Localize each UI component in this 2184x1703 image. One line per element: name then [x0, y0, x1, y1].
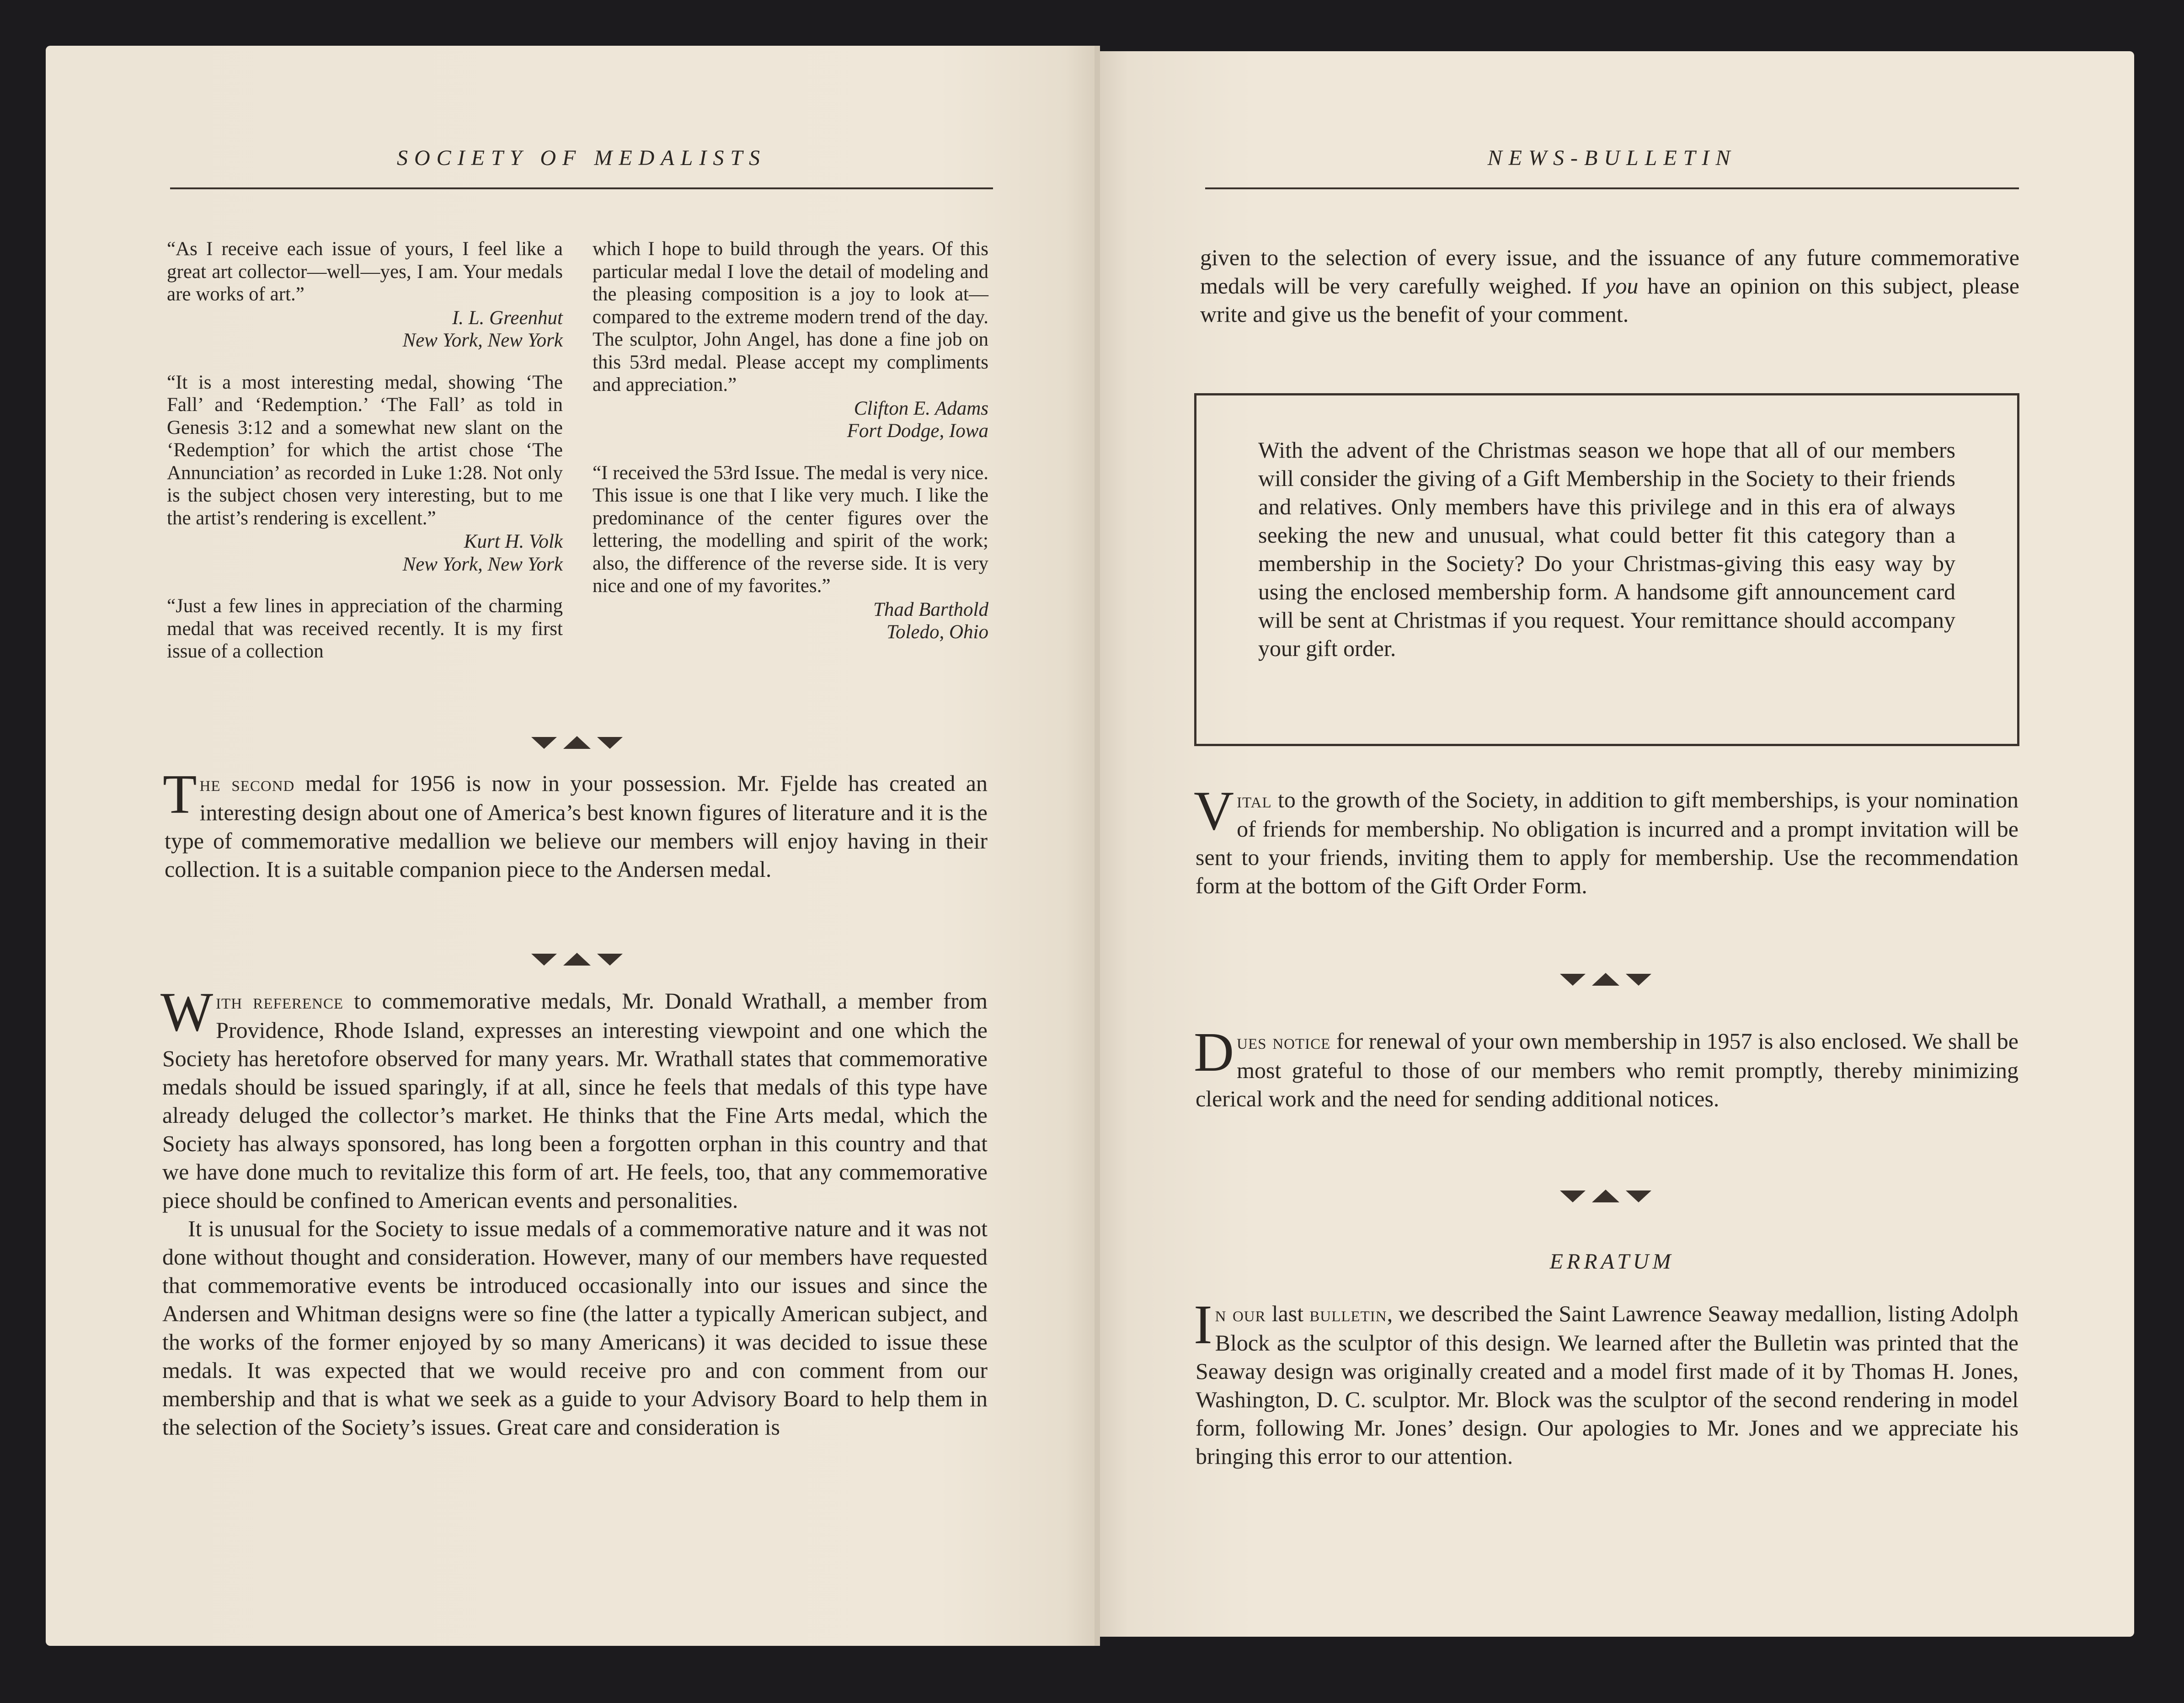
paragraph-text: have an opinion on this subject, please write and give us the benefit of your comment.	[1200, 273, 2019, 327]
left-running-head: SOCIETY OF MEDALISTS	[396, 146, 767, 170]
lead-smallcaps: he second	[199, 772, 295, 796]
letters-column-1	[167, 238, 563, 663]
paragraph-text: last	[1266, 1301, 1310, 1326]
christmas-gift-box	[1194, 393, 2019, 746]
paragraph-text: given to the selection of every issue, and the issuance of any future commemorative medals will be very carefully weighed. If	[1200, 245, 2019, 299]
reference-paragraph-1	[160, 981, 988, 1214]
spine-gutter	[1095, 46, 1100, 1646]
ornament-divider-icon	[531, 952, 623, 967]
right-header-rule	[1205, 187, 2019, 189]
lead-smallcaps: ues notice	[1237, 1030, 1331, 1054]
emphasis: you	[1605, 273, 1639, 299]
dropcap: T	[163, 763, 197, 825]
christmas-gift-text: With the advent of the Christmas season we hope that all of our members will consider the giving of a Gift Membership in the Society to their friends and relatives. Only members have this privilege and in this era of always seeking the new and unusual, what could better fit this category than a membership in the Society? Do your Christmas-giving this easy way by using the enclosed membership form. A handsome gift announcement card will be sent at Christmas if you request. Your remittance should accompany your gift order.	[1258, 437, 1955, 661]
letter-author: Kurt H. Volk	[464, 531, 563, 552]
dues-paragraph	[1194, 1021, 2018, 1113]
dropcap: W	[160, 981, 214, 1043]
paragraph-text: to the growth of the Society, in addition to gift memberships, is your nomination of friends for membership. No obligation is incurred and a prompt invitation will be sent to your friends, inviting them to apply for membership. Use the recommendation form at the bottom of the Gift Order Form.	[1196, 787, 2018, 898]
letter-place: Fort Dodge, Iowa	[847, 420, 988, 442]
letter-adams: which I hope to build through the years. Of this particular medal I love the detail of modeling and the pleasing composition is a joy to look at—compared to the extreme modern trend of the day. The sculptor, John Angel, has done a fine job on this 53rd medal. Please accept my compliments and appreciation.”	[593, 238, 988, 395]
signature-greenhut	[167, 307, 563, 352]
lead-smallcaps: bulletin	[1309, 1303, 1387, 1326]
signature-adams	[593, 397, 988, 443]
reference-paragraph-2: It is unusual for the Society to issue medals of a commemorative nature and it was not done without thought and consideration. However, many of our members have requested that commemorative events be introduced occasionally into our issues and since the Andersen and Whitman designs were so fine (the latter a typically American subject, and the works of the former enjoyed by so many Americans) it was decided to issue these medals. It was expected that we would receive pro and con comment from our membership and that is what we seek as a guide to your Advisory Board to help them in the selection of the Society’s issues. Great care and consideration is	[162, 1216, 988, 1440]
letter-author: I. L. Greenhut	[452, 307, 563, 329]
paragraph-text: to commemorative medals, Mr. Donald Wrathall, a member from Providence, Rhode Island, expresses an interesting viewpoint and one which the Society has heretofore observed for many years. Mr. Wrathall states that commemorative medals should be issued sparingly, if at all, since he feels that medals of this type have already deluged the collector’s market. He thinks that the Fine Arts medal, which the Society has always sponsored, has long been a forgotten orphan in this country and that we have done much to revitalize this form of art. He feels, too, that any commemorative piece should be confined to American events and personalities.	[162, 988, 988, 1213]
ornament-divider-icon	[1560, 972, 1651, 988]
letter-collection-start: “Just a few lines in appreciation of the charming medal that was received recently. It is my first issue of a collection	[167, 595, 563, 662]
erratum-paragraph	[1194, 1294, 2018, 1470]
paragraph-text: , we described the Saint Lawrence Seaway medallion, listing Adolph Block as the sculptor of this design. We learned after the Bulletin was printed that the Seaway design was originally created and a model first made of it by Thomas H. Jones, Washington, D. C. sculptor. Mr. Block was the sculptor of the second rendering in model form, following Mr. Jones’ design. Our apologies to Mr. Jones and we appreciate his bringing this error to our attention.	[1196, 1301, 2018, 1469]
paragraph-text: medal for 1956 is now in your possession. Mr. Fjelde has created an interesting design about one of America’s best known figures of literature and it is the type of commemorative medallion we believe our members will enjoy having in their collection. It is a suitable companion piece to the Andersen medal.	[165, 770, 988, 882]
vital-paragraph	[1194, 780, 2018, 900]
continuation-paragraph	[1200, 243, 2019, 328]
letter-place: New York, New York	[402, 553, 563, 575]
paragraph-text: for renewal of your own membership in 1957 is also enclosed. We shall be most grateful to those of our members who remit promptly, thereby minimizing clerical work and the need for sending additional notices.	[1196, 1028, 2018, 1111]
right-running-head: NEWS-BULLETIN	[1487, 146, 1737, 170]
letter-volk: “It is a most interesting medal, showing ‘The Fall’ and ‘Redemption.’ ‘The Fall’ as told in Genesis 3:12 and a somewhat new slant on the ‘Redemption’ for which the artist chose ‘The Annunciation’ as recorded in Luke 1:28. Not only is the subject chosen very interesting, but to me the artist’s rendering is excellent.”	[167, 371, 563, 529]
erratum-heading: ERRATUM	[1549, 1249, 1675, 1274]
left-header-rule	[170, 187, 993, 189]
lead-smallcaps: n our	[1215, 1303, 1266, 1326]
letter-author: Clifton E. Adams	[854, 397, 988, 419]
ornament-divider-icon	[531, 735, 623, 751]
dropcap: D	[1194, 1021, 1234, 1083]
letter-barthold: “I received the 53rd Issue. The medal is very nice. This issue is one that I like very much. I like the predominance of the center figures over the lettering, the modelling and spirit of the work; also, the difference of the reverse side. It is very nice and one of my favorites.”	[593, 462, 988, 597]
second-medal-paragraph	[163, 763, 988, 883]
signature-barthold	[593, 598, 988, 644]
letters-column-2	[593, 238, 988, 644]
ornament-divider-icon	[1560, 1189, 1651, 1204]
letter-author: Thad Barthold	[873, 598, 988, 620]
lead-smallcaps: ith reference	[216, 990, 344, 1014]
letter-greenhut: “As I receive each issue of yours, I feel like a great art collector—well—yes, I am. Your medals are works of art.”	[167, 238, 563, 305]
reference-section	[160, 981, 988, 1441]
dropcap: V	[1194, 780, 1234, 842]
dropcap: I	[1194, 1294, 1212, 1356]
letter-place: New York, New York	[402, 330, 563, 351]
letter-place: Toledo, Ohio	[886, 621, 988, 643]
signature-volk	[167, 530, 563, 576]
lead-smallcaps: ital	[1237, 789, 1272, 812]
